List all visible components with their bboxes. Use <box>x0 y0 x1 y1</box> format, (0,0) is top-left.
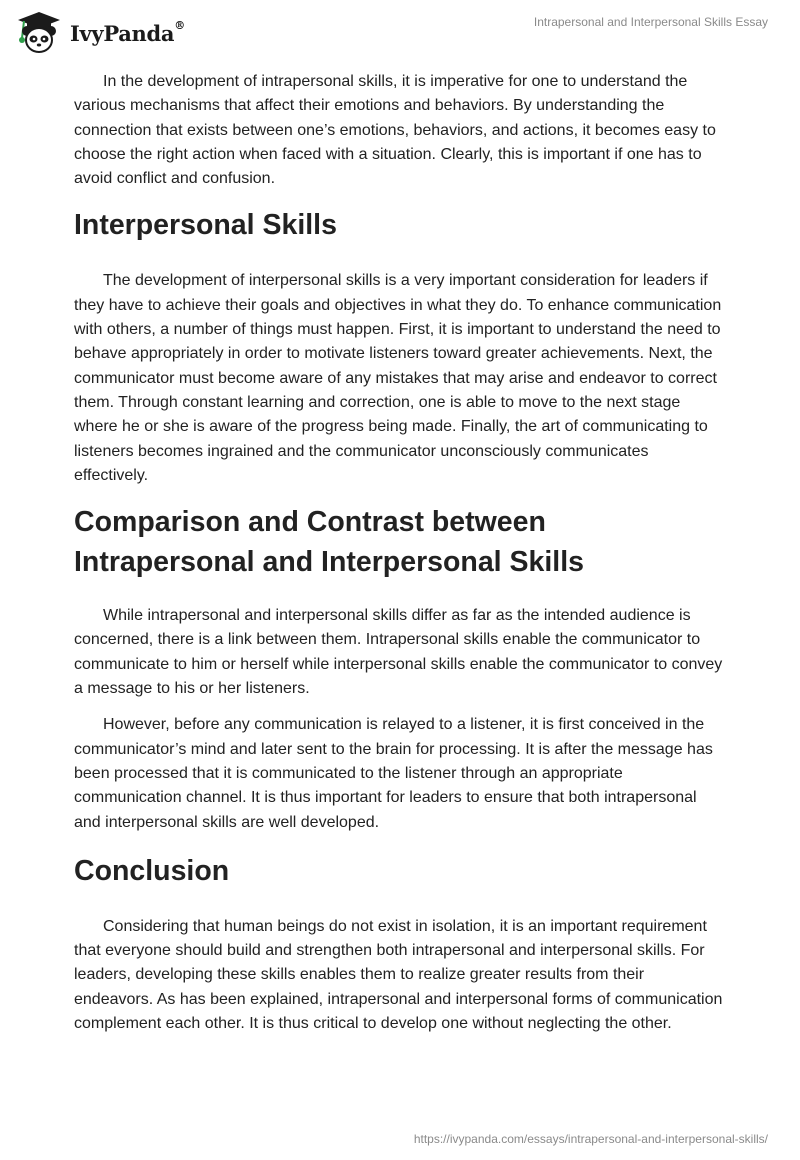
document-title: Intrapersonal and Interpersonal Skills Essay <box>533 15 768 29</box>
conclusion-paragraph: Considering that human beings do not exist in isolation, it is an important requirement that everyone should build and strengthen both intrapersonal and interpersonal skills. For leaders, developing these skills enables them to realize greater results from their endeavors. As has been explained, intrapersonal and interpersonal forms of communication complement each other. It is thus critical to develop one without neglecting the other. <box>74 917 723 1033</box>
comparison-paragraph-1: While intrapersonal and interpersonal skills differ as far as the intended audience is concerned, there is a link between them. Intrapersonal skills enable the communicator to communicate to him or herself while interpersonal skills enable the communicator to convey a message to his or her listeners. <box>74 607 723 698</box>
logo-text: IvyPanda® <box>70 18 185 46</box>
interpersonal-paragraph: The development of interpersonal skills is a very important consideration for leaders if they have to achieve their goals and objectives in what they do. To enhance communication with others, a number of things must happen. First, it is important to understand the need to behave appropriately in order to motivate listeners toward greater achievements. Next, the communicator must become aware of any mistakes that may arise and endeavor to correct them. Through constant learning and correction, one is able to move to the next stage where he or she is aware of the progress being made. Finally, the art of communicating to listeners becomes ingrained and the communicator unconsciously communicates effectively. <box>74 272 722 484</box>
panda-graduate-icon <box>14 10 64 56</box>
essay-body <box>74 70 724 1048</box>
page-header <box>0 0 800 70</box>
comparison-paragraph-2: However, before any communication is relayed to a listener, it is first conceived in the communicator’s mind and later sent to the brain for processing. It is after the message has been processed that it is communicated to the listener through an appropriate communication channel. It is thus important for leaders to ensure that both intrapersonal and interpersonal skills are well developed. <box>74 716 713 831</box>
intro-paragraph: In the development of intrapersonal skills, it is imperative for one to understand the various mechanisms that affect their emotions and behaviors. By understanding the connection that exists between one’s emotions, behaviors, and actions, it becomes easy to choose the right action when faced with a situation. Clearly, this is important if one has to avoid conflict and confusion. <box>74 73 716 188</box>
interpersonal-skills-heading: Interpersonal Skills <box>74 209 337 242</box>
comparison-heading: Comparison and Contrast between Intrapersonal and Interpersonal Skills <box>74 506 584 579</box>
conclusion-heading: Conclusion <box>74 854 230 887</box>
source-url[interactable]: https://ivypanda.com/essays/intrapersonal-and-interpersonal-skills/ <box>413 1132 768 1146</box>
ivypanda-logo[interactable] <box>14 8 185 58</box>
